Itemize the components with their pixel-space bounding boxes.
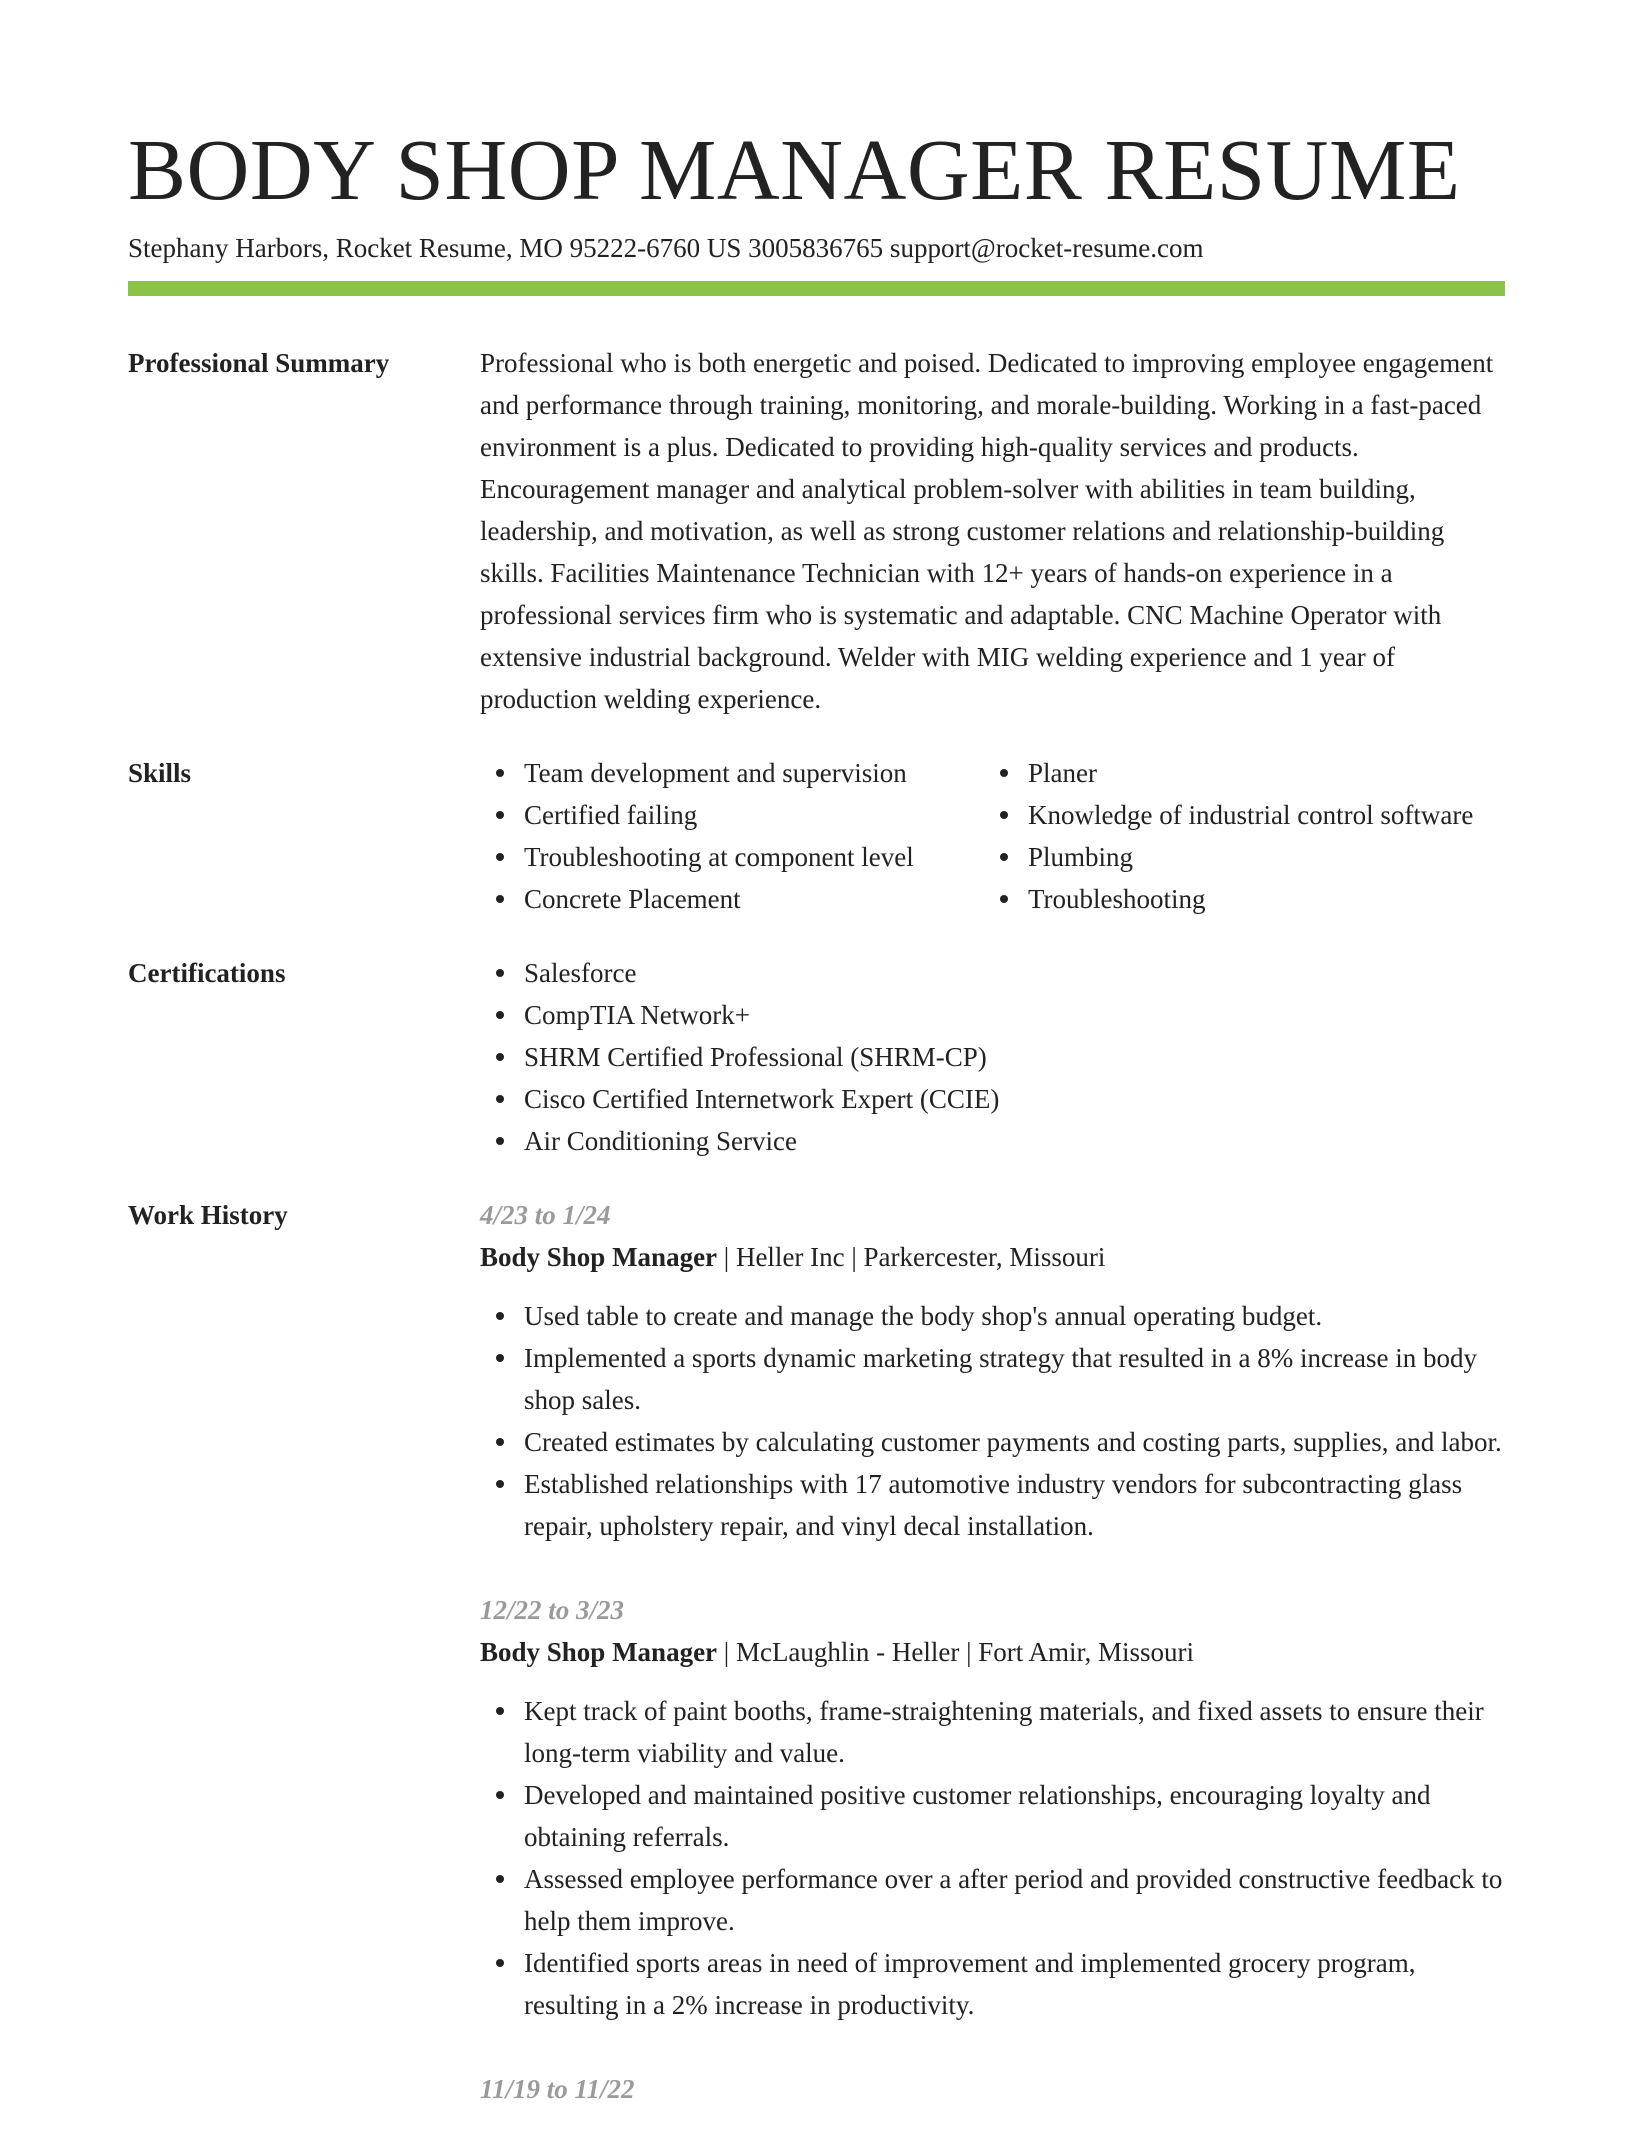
skill-item: Knowledge of industrial control software (984, 794, 1473, 836)
section-label-work-history: Work History (128, 1200, 288, 1230)
skills-list-left (480, 752, 984, 920)
job-bullet: Developed and maintained positive customer relationships, encouraging loyalty and obtaining referrals. (480, 1774, 1505, 1858)
job-bullet: Kept track of paint booths, frame-straightening materials, and fixed assets to ensure their long-term viability and value. (480, 1690, 1505, 1774)
certifications-list (480, 952, 1505, 1162)
contact-line: Stephany Harbors, Rocket Resume, MO 95222-6760 US 3005836765 support@rocket-resume.com (128, 233, 1204, 263)
section-certifications (128, 952, 1505, 1162)
skill-item: Troubleshooting (984, 878, 1473, 920)
certification-item: Air Conditioning Service (480, 1120, 1505, 1162)
job-entry (480, 2068, 1505, 2110)
section-skills (128, 752, 1505, 920)
job-employer-location: | Heller Inc | Parkercester, Missouri (717, 1242, 1106, 1272)
job-dates: 4/23 to 1/24 (480, 1200, 611, 1230)
job-title: Body Shop Manager (480, 1242, 718, 1272)
job-bullets (480, 1295, 1505, 1547)
job-title: Body Shop Manager (480, 1637, 718, 1667)
job-employer-location: | McLaughlin - Heller | Fort Amir, Missouri (717, 1637, 1194, 1667)
section-label-summary: Professional Summary (128, 348, 390, 378)
job-bullet: Established relationships with 17 automotive industry vendors for subcontracting glass repair, upholstery repair, and vinyl decal installation. (480, 1463, 1505, 1547)
section-label-skills: Skills (128, 758, 192, 788)
resume-page (128, 122, 1505, 2152)
skill-item: Planer (984, 752, 1473, 794)
skill-item: Concrete Placement (480, 878, 984, 920)
skills-list-right (984, 752, 1473, 920)
section-label-certifications: Certifications (128, 958, 286, 988)
skills-columns (480, 752, 1505, 920)
job-bullets (480, 1690, 1505, 2026)
accent-divider (128, 281, 1505, 296)
job-entry (480, 1589, 1505, 2026)
job-bullet: Assessed employee performance over a after period and provided constructive feedback to help them improve. (480, 1858, 1505, 1942)
job-bullet: Implemented a sports dynamic marketing strategy that resulted in a 8% increase in body shop sales. (480, 1337, 1505, 1421)
summary-text: Professional who is both energetic and poised. Dedicated to improving employee engagement and performance through training, monitoring, and morale-building. Working in a fast-paced environment is a plus. Dedicated to providing high-quality services and products. Encouragement manager and analytical problem-solver with abilities in team building, leadership, and motivation, as well as strong customer relations and relationship-building skills. Facilities Maintenance Technician with 12+ years of hands-on experience in a professional services firm who is systematic and adaptable. CNC Machine Operator with extensive industrial background. Welder with MIG welding experience and 1 year of production welding experience. (480, 348, 1494, 714)
skill-item: Team development and supervision (480, 752, 984, 794)
job-dates: 12/22 to 3/23 (480, 1595, 625, 1625)
job-heading (480, 1631, 1505, 1673)
job-bullet: Used table to create and manage the body shop's annual operating budget. (480, 1295, 1505, 1337)
job-entry (480, 1194, 1505, 1547)
job-heading (480, 1236, 1505, 1278)
job-bullet: Created estimates by calculating customer payments and costing parts, supplies, and labor. (480, 1421, 1505, 1463)
job-bullet: Identified sports areas in need of improvement and implemented grocery program, resulting in a 2% increase in productivity. (480, 1942, 1505, 2026)
certification-item: CompTIA Network+ (480, 994, 1505, 1036)
certification-item: Salesforce (480, 952, 1505, 994)
work-history-body (480, 1194, 1505, 2152)
section-work-history (128, 1194, 1505, 2152)
skill-item: Plumbing (984, 836, 1473, 878)
certification-item: Cisco Certified Internetwork Expert (CCIE) (480, 1078, 1505, 1120)
skill-item: Certified failing (480, 794, 984, 836)
resume-title: BODY SHOP MANAGER RESUME (128, 121, 1461, 218)
certifications-body (480, 952, 1505, 1162)
job-dates: 11/19 to 11/22 (480, 2074, 635, 2104)
skill-item: Troubleshooting at component level (480, 836, 984, 878)
section-professional-summary (128, 342, 1505, 720)
certification-item: SHRM Certified Professional (SHRM-CP) (480, 1036, 1505, 1078)
